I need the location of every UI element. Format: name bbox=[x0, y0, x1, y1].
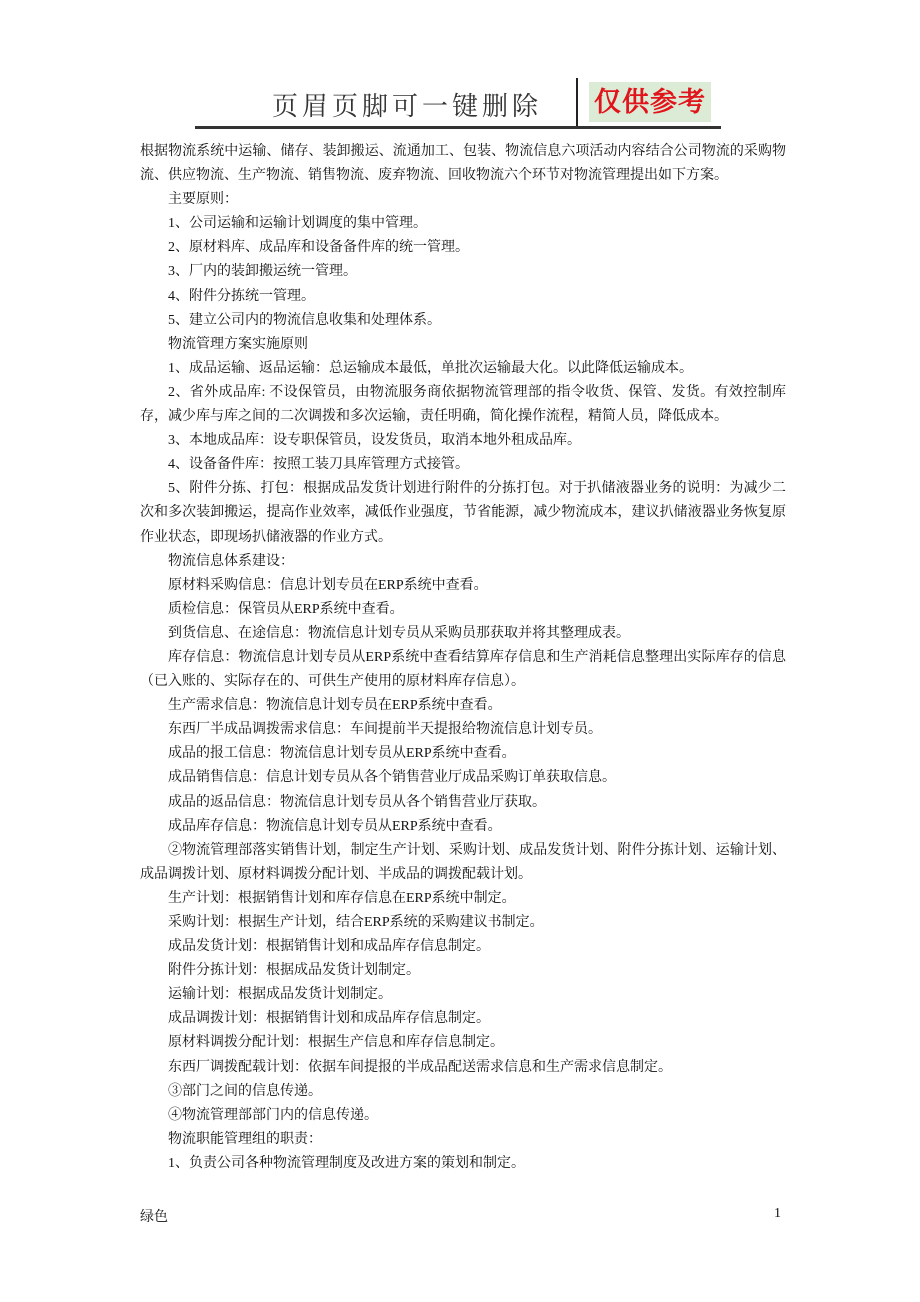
paragraph: 物流管理方案实施原则 bbox=[168, 336, 308, 352]
paragraph: 5、建立公司内的物流信息收集和处理体系。 bbox=[168, 312, 441, 328]
paragraph: 3、厂内的装卸搬运统一管理。 bbox=[168, 264, 357, 280]
paragraph: 质检信息：保管员从ERP系统中查看。 bbox=[168, 601, 404, 617]
paragraph: ③部门之间的信息传递。 bbox=[168, 1083, 322, 1099]
paragraph: 成品的报工信息：物流信息计划专员从ERP系统中查看。 bbox=[168, 746, 516, 762]
document-body bbox=[140, 140, 786, 1176]
paragraph: 生产需求信息：物流信息计划专员在ERP系统中查看。 bbox=[168, 698, 502, 714]
paragraph: 1、成品运输、返品运输：总运输成本最低，单批次运输最大化。以此降低运输成本。 bbox=[168, 360, 693, 376]
paragraph: 生产计划：根据销售计划和库存信息在ERP系统中制定。 bbox=[168, 890, 516, 906]
reference-only-badge: 仅供参考 bbox=[589, 82, 711, 122]
footer-label: 绿色 bbox=[140, 1210, 168, 1225]
paragraph: 东西厂半成品调拨需求信息：车间提前半天提报给物流信息计划专员。 bbox=[168, 722, 602, 738]
header-title: 页眉页脚可一键删除 bbox=[272, 92, 543, 122]
header-divider bbox=[576, 78, 578, 128]
paragraph: 成品发货计划：根据销售计划和成品库存信息制定。 bbox=[168, 939, 490, 955]
paragraph: 物流信息体系建设： bbox=[168, 553, 294, 569]
paragraph: 到货信息、在途信息：物流信息计划专员从采购员那获取并将其整理成表。 bbox=[168, 625, 630, 641]
paragraph: 主要原则： bbox=[168, 192, 238, 208]
paragraph: 附件分拣计划：根据成品发货计划制定。 bbox=[168, 963, 420, 979]
paragraph: 5、附件分拣、打包：根据成品发货计划进行附件的分拣打包。对于扒储液器业务的说明：为减少二次和多次装卸搬运，提高作业效率，减低作业强度，节省能源，减少物流成本，建议扒储液器业务恢复原作业状态，即现场扒储液器的作业方式。 bbox=[140, 481, 786, 545]
paragraph: 成品的返品信息：物流信息计划专员从各个销售营业厅获取。 bbox=[168, 794, 546, 810]
paragraph: 原材料调拨分配计划：根据生产信息和库存信息制定。 bbox=[168, 1035, 504, 1051]
paragraph: 2、原材料库、成品库和设备备件库的统一管理。 bbox=[168, 240, 469, 256]
paragraph: ④物流管理部部门内的信息传递。 bbox=[168, 1107, 378, 1123]
paragraph: 运输计划：根据成品发货计划制定。 bbox=[168, 987, 392, 1003]
paragraph: 4、附件分拣统一管理。 bbox=[168, 288, 315, 304]
paragraph: 1、公司运输和运输计划调度的集中管理。 bbox=[168, 216, 427, 232]
paragraph: 东西厂调拨配载计划：依据车间提报的半成品配送需求信息和生产需求信息制定。 bbox=[168, 1059, 672, 1075]
page-number: 1 bbox=[774, 1206, 781, 1221]
paragraph: ②物流管理部落实销售计划，制定生产计划、采购计划、成品发货计划、附件分拣计划、运输计划、成品调拨计划、原材料调拨分配计划、半成品的调拨配载计划。 bbox=[140, 842, 786, 882]
paragraph: 成品销售信息：信息计划专员从各个销售营业厅成品采购订单获取信息。 bbox=[168, 770, 616, 786]
paragraph: 3、本地成品库：设专职保管员，设发货员，取消本地外租成品库。 bbox=[168, 433, 581, 449]
paragraph: 1、负责公司各种物流管理制度及改进方案的策划和制定。 bbox=[168, 1155, 525, 1171]
header-rule bbox=[195, 126, 721, 129]
paragraph: 根据物流系统中运输、储存、装卸搬运、流通加工、包装、物流信息六项活动内容结合公司物流的采购物流、供应物流、生产物流、销售物流、废弃物流、回收物流六个环节对物流管理提出如下方案。 bbox=[140, 144, 786, 184]
paragraph: 原材料采购信息：信息计划专员在ERP系统中查看。 bbox=[168, 577, 488, 593]
paragraph: 4、设备备件库：按照工装刀具库管理方式接管。 bbox=[168, 457, 469, 473]
paragraph: 采购计划：根据生产计划，结合ERP系统的采购建议书制定。 bbox=[168, 915, 544, 930]
paragraph: 成品调拨计划：根据销售计划和成品库存信息制定。 bbox=[168, 1011, 490, 1027]
paragraph: 物流职能管理组的职责： bbox=[168, 1131, 322, 1147]
paragraph: 库存信息：物流信息计划专员从ERP系统中查看结算库存信息和生产消耗信息整理出实际库存的信息（已入账的、实际存在的、可供生产使用的原材料库存信息）。 bbox=[140, 649, 786, 690]
paragraph: 成品库存信息：物流信息计划专员从ERP系统中查看。 bbox=[168, 818, 502, 834]
paragraph: 2、省外成品库: 不设保管员，由物流服务商依据物流管理部的指令收货、保管、发货。有效控制库存，减少库与库之间的二次调拨和多次运输，责任明确，简化操作流程，精简人员，降低成本。 bbox=[140, 384, 786, 425]
